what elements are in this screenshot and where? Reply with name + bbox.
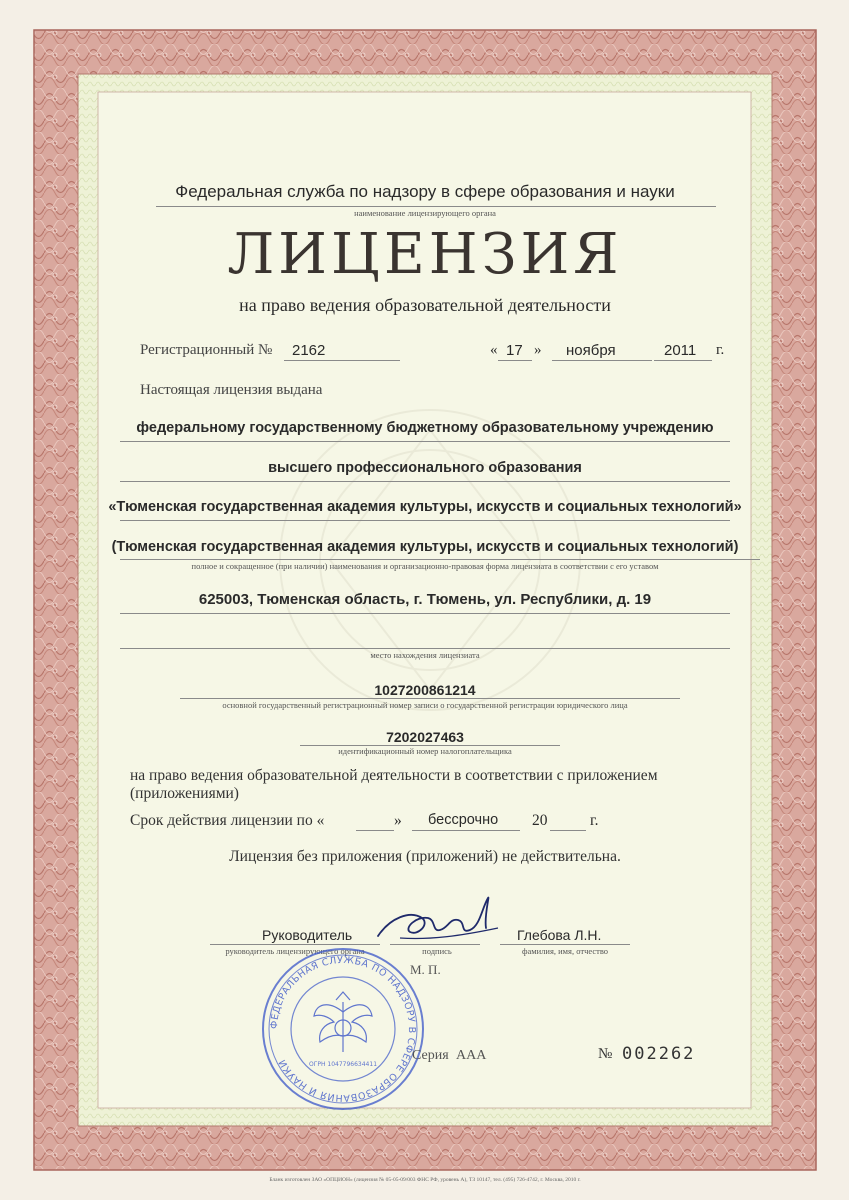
svg-text:ФЕДЕРАЛЬНАЯ СЛУЖБА ПО НАДЗОРУ: ФЕДЕРАЛЬНАЯ СЛУЖБА ПО НАДЗОРУ В СФЕРЕ ОБРАЗОВАНИЯ И НАУКИ (268, 954, 418, 1104)
licensee-line2-underline (120, 481, 730, 482)
licensee-line3: «Тюменская государственная академия культуры, искусств и социальных технологий» (108, 499, 742, 515)
issuer-name: Федеральная служба по надзору в сфере образования и науки (175, 182, 675, 201)
official-stamp (258, 944, 428, 1114)
month-underline (552, 360, 652, 361)
validity-quote-close: » (394, 812, 402, 829)
licensee-line1-underline (120, 441, 730, 442)
date-quote-open: « (490, 342, 498, 358)
validity-year-suffix: г. (590, 812, 599, 829)
seal-place-mark: М. П. (410, 962, 441, 977)
rights-text-line2: (приложениями) (130, 785, 239, 802)
licensee-caption: полное и сокращенное (при наличии) наименования и организационно-правовая форма лицензиата в соответствии с его уставом (191, 561, 659, 571)
licensee-line1: федеральному государственному бюджетному образовательному учреждению (136, 420, 714, 436)
registration-month: ноября (566, 342, 616, 359)
address-underline-1 (120, 613, 730, 614)
series-value: ААА (456, 1048, 487, 1063)
printer-imprint: Бланк изготовлен ЗАО «ОПЦИОН» (лицензия № 05-05-09/003 ФНС РФ, уровень А), ТЗ 10147, тел. (495) 726-4742, г. Москва, 2010 г. (269, 1177, 581, 1183)
issuer-caption: наименование лицензирующего органа (354, 208, 496, 218)
issuer-underline (156, 206, 716, 207)
signature-caption: подпись (422, 946, 452, 956)
date-quote-close: » (534, 342, 542, 358)
svg-text:ОГРН 1047796634411: ОГРН 1047796634411 (308, 1061, 378, 1068)
registration-year: 2011 (664, 342, 697, 359)
registration-number-underline (284, 360, 400, 361)
validity-day-underline (356, 830, 394, 831)
name-caption: фамилия, имя, отчество (521, 946, 609, 956)
year-underline (654, 360, 712, 361)
inn-value: 7202027463 (386, 729, 464, 745)
blank-number: 002262 (622, 1044, 696, 1064)
ogrn-caption: основной государственный регистрационный номер записи о государственной регистрации юридического лица (222, 700, 628, 710)
validity-value: бессрочно (428, 812, 499, 828)
address-underline-2 (120, 648, 730, 649)
rights-text-line1: на право ведения образовательной деятельности в соответствии с приложением (130, 767, 658, 784)
number-label: № (598, 1046, 613, 1062)
validity-year-prefix: 20 (532, 812, 548, 829)
name-underline (500, 944, 630, 945)
year-suffix: г. (716, 342, 725, 358)
issued-to-label: Настоящая лицензия выдана (140, 382, 323, 398)
ogrn-value: 1027200861214 (374, 682, 476, 698)
licensee-line3-underline (120, 520, 730, 521)
signatory-name: Глебова Л.Н. (517, 927, 602, 943)
address-caption: место нахождения лицензиата (370, 650, 480, 660)
inn-caption: идентификационный номер налогоплательщика (338, 746, 512, 756)
licensee-line4: (Тюменская государственная академия культуры, искусств и социальных технологий) (111, 539, 739, 555)
series-label: Серия (412, 1048, 449, 1063)
validity-value-underline (412, 830, 520, 831)
registration-label: Регистрационный № (140, 342, 273, 358)
registration-number: 2162 (292, 342, 326, 359)
role-caption: руководитель лицензирующего органа (225, 946, 365, 956)
licensee-address: 625003, Тюменская область, г. Тюмень, ул. Республики, д. 19 (198, 591, 652, 608)
registration-day: 17 (506, 342, 523, 359)
ogrn-underline (180, 698, 680, 699)
validity-label: Срок действия лицензии по « (130, 812, 325, 829)
licensee-line4-underline (120, 559, 760, 560)
signatory-role: Руководитель (262, 927, 353, 943)
document-subtitle: на право ведения образовательной деятельности (239, 295, 611, 315)
licensee-line2: высшего профессионального образования (268, 460, 582, 476)
validity-year-underline (550, 830, 586, 831)
document-title: ЛИЦЕНЗИЯ (227, 222, 623, 287)
validity-notice: Лицензия без приложения (приложений) не действительна. (229, 848, 621, 865)
day-underline (498, 360, 532, 361)
